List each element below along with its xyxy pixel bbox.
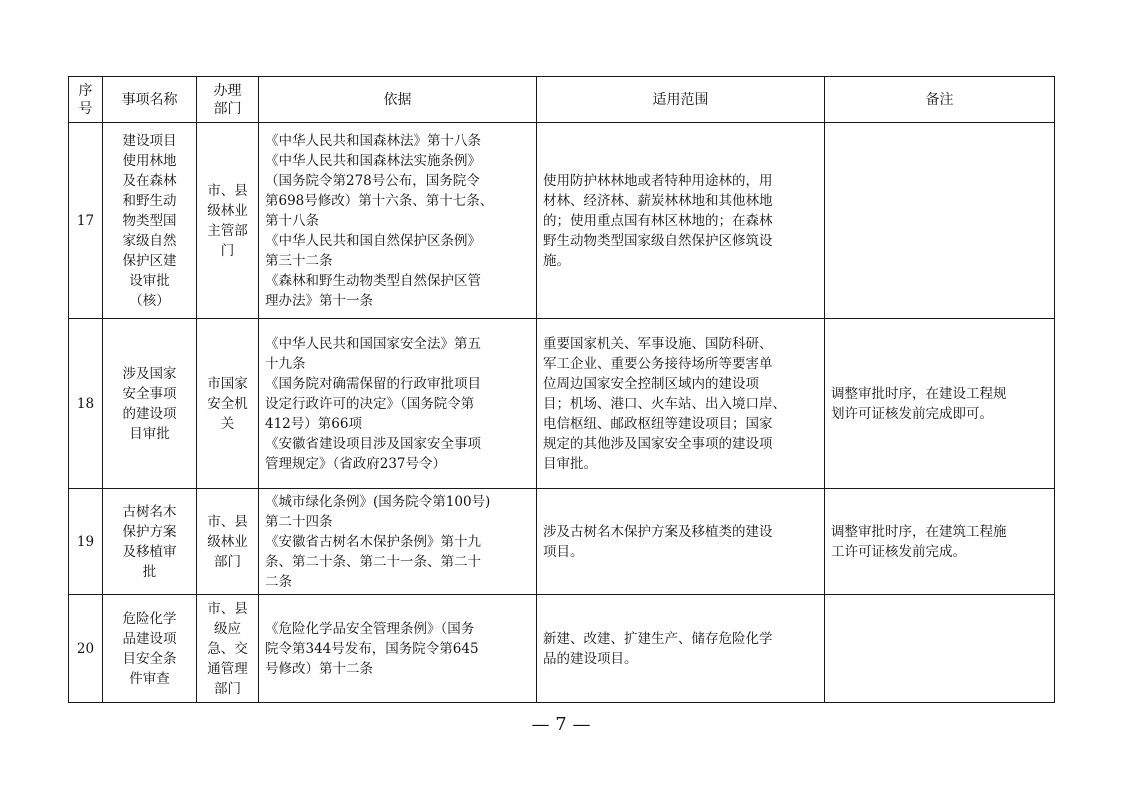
page-number: — 7 — [531, 714, 591, 735]
row-no: 19 [69, 489, 103, 595]
row-scope: 涉及古树名木保护方案及移植类的建设 项目。 [537, 489, 825, 595]
table-row [69, 319, 1055, 489]
row-scope: 重要国家机关、军事设施、国防科研、 军工企业、重要公务接待场所等要害单 位周边国家安全控制区域内的建设项 目；机场、港口、火车站、出入境口岸、 电信枢纽、邮政枢纽等建设项目；国家 规定的其他涉及国家安全事项的建设项 目审批。 [537, 319, 825, 489]
row-note: 调整审批时序，在建筑工程施 工许可证核发前完成。 [825, 489, 1055, 595]
row-name: 危险化学 品建设项 目安全条 件审查 [103, 595, 197, 703]
row-note: 调整审批时序，在建设工程规 划许可证核发前完成即可。 [825, 319, 1055, 489]
header-dept: 办理 部门 [197, 77, 259, 123]
row-no: 20 [69, 595, 103, 703]
row-dept: 市、县 级林业 主管部 门 [197, 123, 259, 319]
header-note: 备注 [825, 77, 1055, 123]
row-name: 涉及国家 安全事项 的建设项 目审批 [103, 319, 197, 489]
row-name: 建设项目 使用林地 及在森林 和野生动 物类型国 家级自然 保护区建 设审批 （核） [103, 123, 197, 319]
header-scope: 适用范围 [537, 77, 825, 123]
table-row [69, 595, 1055, 703]
row-name: 古树名木 保护方案 及移植审 批 [103, 489, 197, 595]
row-note [825, 123, 1055, 319]
row-scope: 使用防护林林地或者特种用途林的，用 材林、经济林、薪炭林林地和其他林地 的；使用重点国有林区林地的；在森林 野生动物类型国家级自然保护区修筑设 施。 [537, 123, 825, 319]
approval-items-table [68, 76, 1055, 703]
header-name: 事项名称 [103, 77, 197, 123]
row-no: 17 [69, 123, 103, 319]
row-dept: 市国家 安全机 关 [197, 319, 259, 489]
row-scope: 新建、改建、扩建生产、储存危险化学 品的建设项目。 [537, 595, 825, 703]
row-note [825, 595, 1055, 703]
row-basis: 《城市绿化条例》(国务院令第100号) 第二十四条 《安徽省古树名木保护条例》第十九 条、第二十条、第二十一条、第二十 二条 [259, 489, 537, 595]
row-basis: 《中华人民共和国森林法》第十八条 《中华人民共和国森林法实施条例》 （国务院令第278号公布，国务院令 第698号修改）第十六条、第十七条、 第十八条 《中华人民共和国自然保护区条例》 第三十二条 《森林和野生动物类型自然保护区管 理办法》第十一条 [259, 123, 537, 319]
table-row [69, 489, 1055, 595]
row-basis: 《中华人民共和国国家安全法》第五 十九条 《国务院对确需保留的行政审批项目 设定行政许可的决定》（国务院令第 412号）第66项 《安徽省建设项目涉及国家安全事项 管理规定》（省政府237号令） [259, 319, 537, 489]
row-dept: 市、县 级应 急、交 通管理 部门 [197, 595, 259, 703]
row-no: 18 [69, 319, 103, 489]
table-row [69, 123, 1055, 319]
row-dept: 市、县 级林业 部门 [197, 489, 259, 595]
table-header-row [69, 77, 1055, 123]
header-basis: 依据 [259, 77, 537, 123]
header-no: 序 号 [69, 77, 103, 123]
row-basis: 《危险化学品安全管理条例》（国务 院令第344号发布，国务院令第645 号修改）第十二条 [259, 595, 537, 703]
